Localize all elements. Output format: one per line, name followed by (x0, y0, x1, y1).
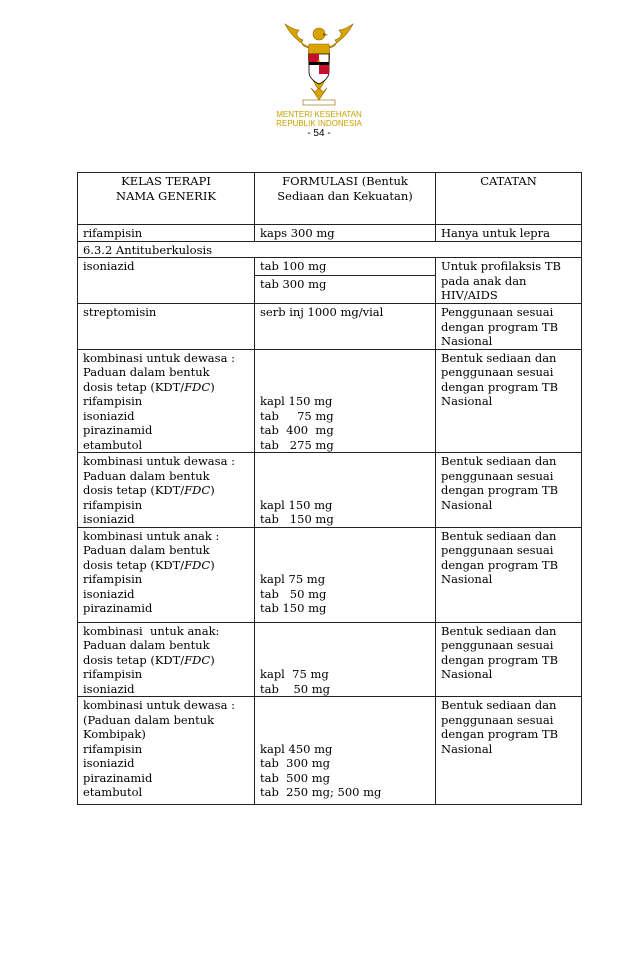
drug-table (77, 172, 582, 805)
header-catatan: CATATAN (436, 173, 582, 225)
table-row: kombinasi untuk dewasa : (Paduan dalam bentuk Kombipak) rifampisin isoniazid pirazinamid etambutol kapl 450 mg tab 300 mg tab 500 mg tab 250 mg; 500 mg Bentuk sediaan dan penggunaan sesuai dengan program TB Nasional (78, 697, 582, 805)
table-row: kombinasi untuk anak: Paduan dalam bentuk dosis tetap (KDT/FDC) rifampisin isoniazid kapl 75 mg tab 50 mg Bentuk sediaan dan penggunaan sesuai dengan program TB Nasional (78, 622, 582, 697)
header-kelas-terapi: KELAS TERAPI NAMA GENERIK (78, 173, 255, 225)
table-row: tab 300 mg (78, 276, 582, 304)
ministry-title: MENTERI KESEHATAN (276, 110, 362, 119)
table-row: isoniazid tab 100 mg Untuk profilaksis TB pada anak dan HIV/AIDS (78, 258, 582, 276)
section-title: 6.3.2 Antituberkulosis (78, 241, 582, 258)
table-row: kombinasi untuk anak : Paduan dalam bentuk dosis tetap (KDT/FDC) rifampisin isoniazid pirazinamid kapl 75 mg tab 50 mg tab 150 mg Bentuk sediaan dan penggunaan sesuai dengan program TB Nasional (78, 527, 582, 622)
garuda-emblem-icon (279, 20, 359, 110)
table-row: kombinasi untuk dewasa : Paduan dalam bentuk dosis tetap (KDT/FDC) rifampisin isoniazid kapl 150 mg tab 150 mg Bentuk sediaan dan penggunaan sesuai dengan program TB Nasional (78, 453, 582, 528)
page-number: - 54 - (307, 128, 331, 139)
table-row: rifampisin kaps 300 mg Hanya untuk lepra (78, 225, 582, 242)
section-row (78, 241, 582, 258)
table-header-row (78, 173, 582, 225)
table-row: kombinasi untuk dewasa : Paduan dalam bentuk dosis tetap (KDT/FDC) rifampisin isoniazid pirazinamid etambutol kapl 150 mg tab 75 mg tab 400 mg tab 275 mg Bentuk sediaan dan penggunaan sesuai dengan program TB Nasional (78, 349, 582, 453)
republic-title: REPUBLIK INDONESIA (276, 119, 362, 128)
table-row: streptomisin serb inj 1000 mg/vial Penggunaan sesuai dengan program TB Nasional (78, 304, 582, 350)
header-formulasi: FORMULASI (Bentuk Sediaan dan Kekuatan) (255, 173, 436, 225)
